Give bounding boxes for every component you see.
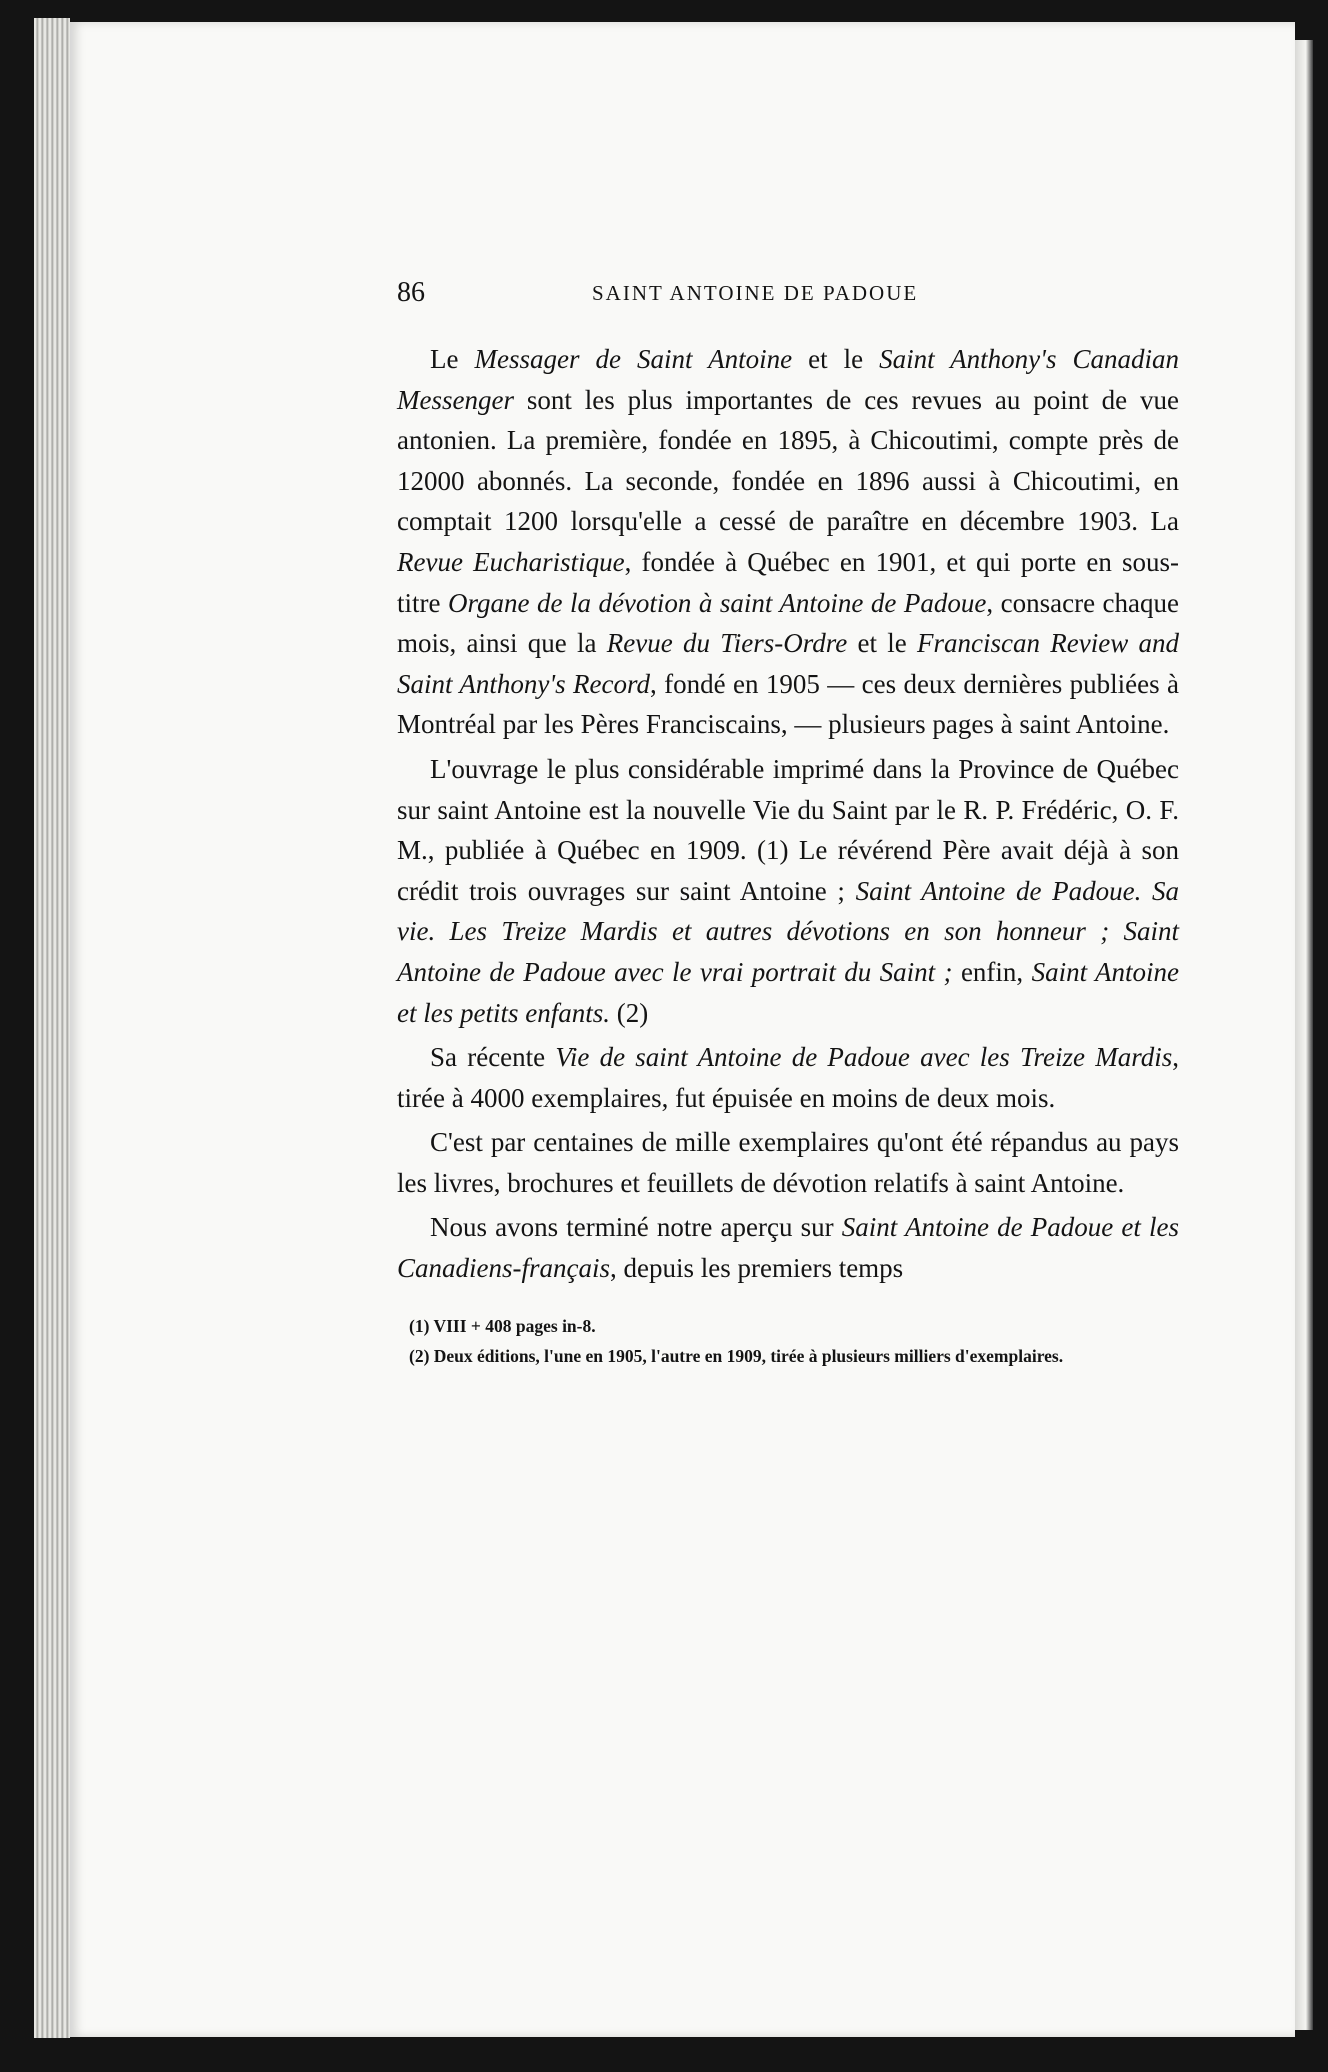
paragraph-3 — [397, 1037, 1179, 1118]
running-head — [397, 277, 1179, 317]
italic-title: Revue Eucharistique — [397, 546, 625, 577]
italic-title: Saint Anthony's Canadian Messenger — [397, 344, 1179, 415]
text-block — [397, 277, 1179, 1371]
text-run: et le — [792, 344, 880, 374]
page-stack-edges — [34, 18, 70, 2038]
italic-title: Vie de saint Antoine de Padoue avec les Treize Mardis — [555, 1042, 1173, 1073]
paragraph-2 — [397, 749, 1179, 1033]
text-run: , tirée à 4000 exemplaires, fut épuisée en moins de deux mois. — [397, 1042, 1179, 1113]
italic-title: Saint Antoine de Padoue. Sa vie. Les Treize Mardis et autres dévotions en son honneur ; Saint Antoine de Padoue avec le vrai portrait du Saint ; — [397, 875, 1179, 987]
footnote-2: (2) Deux éditions, l'une en 1905, l'autre en 1909, tirée à plusieurs milliers d'exemplaires. — [409, 1345, 1064, 1366]
text-run: (2) — [609, 997, 649, 1028]
body-text — [397, 339, 1179, 1289]
footnote-1: (1) VIII + 408 pages in-8. — [409, 1315, 596, 1336]
text-run: enfin, — [952, 956, 1032, 987]
italic-title: Organe de la dévotion à saint Antoine de Padoue — [447, 587, 987, 618]
italic-title: Revue du Tiers-Ordre — [606, 628, 848, 659]
text-run: L'ouvrage le plus considérable imprimé dans la Province de Québec sur saint Antoine est la nouvelle Vie du Saint par le R. P. Frédéric, O. F. M., publiée à Québec en 1909. (1) Le révérend Père avait déjà à son crédit trois ouvrages sur saint Antoine ; — [397, 753, 1179, 906]
footnotes — [397, 1311, 1179, 1371]
text-run: , consacre chaque mois, ainsi que la — [397, 587, 1180, 659]
italic-title: Messager de Saint Antoine — [474, 344, 793, 374]
text-run: , fondée à Québec en 1901, et qui porte en sous-titre — [397, 546, 1179, 618]
text-run: Sa récente — [430, 1042, 556, 1073]
text-run: sont les plus importantes de ces revues au point de vue antonien. La première, fondée en 1895, à Chicoutimi, compte près de 12000 abonnés. La seconde, fondée en 1896 aussi à Chicoutimi, en comptait 1200 lorsqu'elle a cessé de paraître en décembre 1903. La — [397, 384, 1179, 537]
paragraph-5 — [397, 1207, 1179, 1288]
running-title: SAINT ANTOINE DE PADOUE — [592, 281, 919, 305]
italic-title: Saint Antoine de Padoue et les Canadiens-français — [397, 1212, 1179, 1284]
text-run: Nous avons terminé notre aperçu sur — [430, 1212, 842, 1243]
page-number: 86 — [397, 277, 425, 308]
text-run: , depuis les premiers temps — [610, 1253, 904, 1284]
paragraph-1 — [397, 339, 1179, 745]
italic-title: Saint Antoine et les petits enfants. — [397, 956, 1179, 1028]
text-run: et le — [847, 628, 918, 659]
italic-title: Franciscan Review and Saint Anthony's Record — [397, 628, 1179, 699]
binding-edge — [1295, 40, 1313, 2030]
text-run: Le — [430, 344, 475, 374]
paragraph-4: C'est par centaines de mille exemplaires qu'ont été répandus au pays les livres, brochures et feuillets de dévotion relatifs à saint Antoine. — [397, 1127, 1179, 1198]
text-run: , fondé en 1905 — ces deux dernières publiées à Montréal par les Pères Franciscains, — plusieurs pages à saint Antoine. — [397, 668, 1179, 740]
